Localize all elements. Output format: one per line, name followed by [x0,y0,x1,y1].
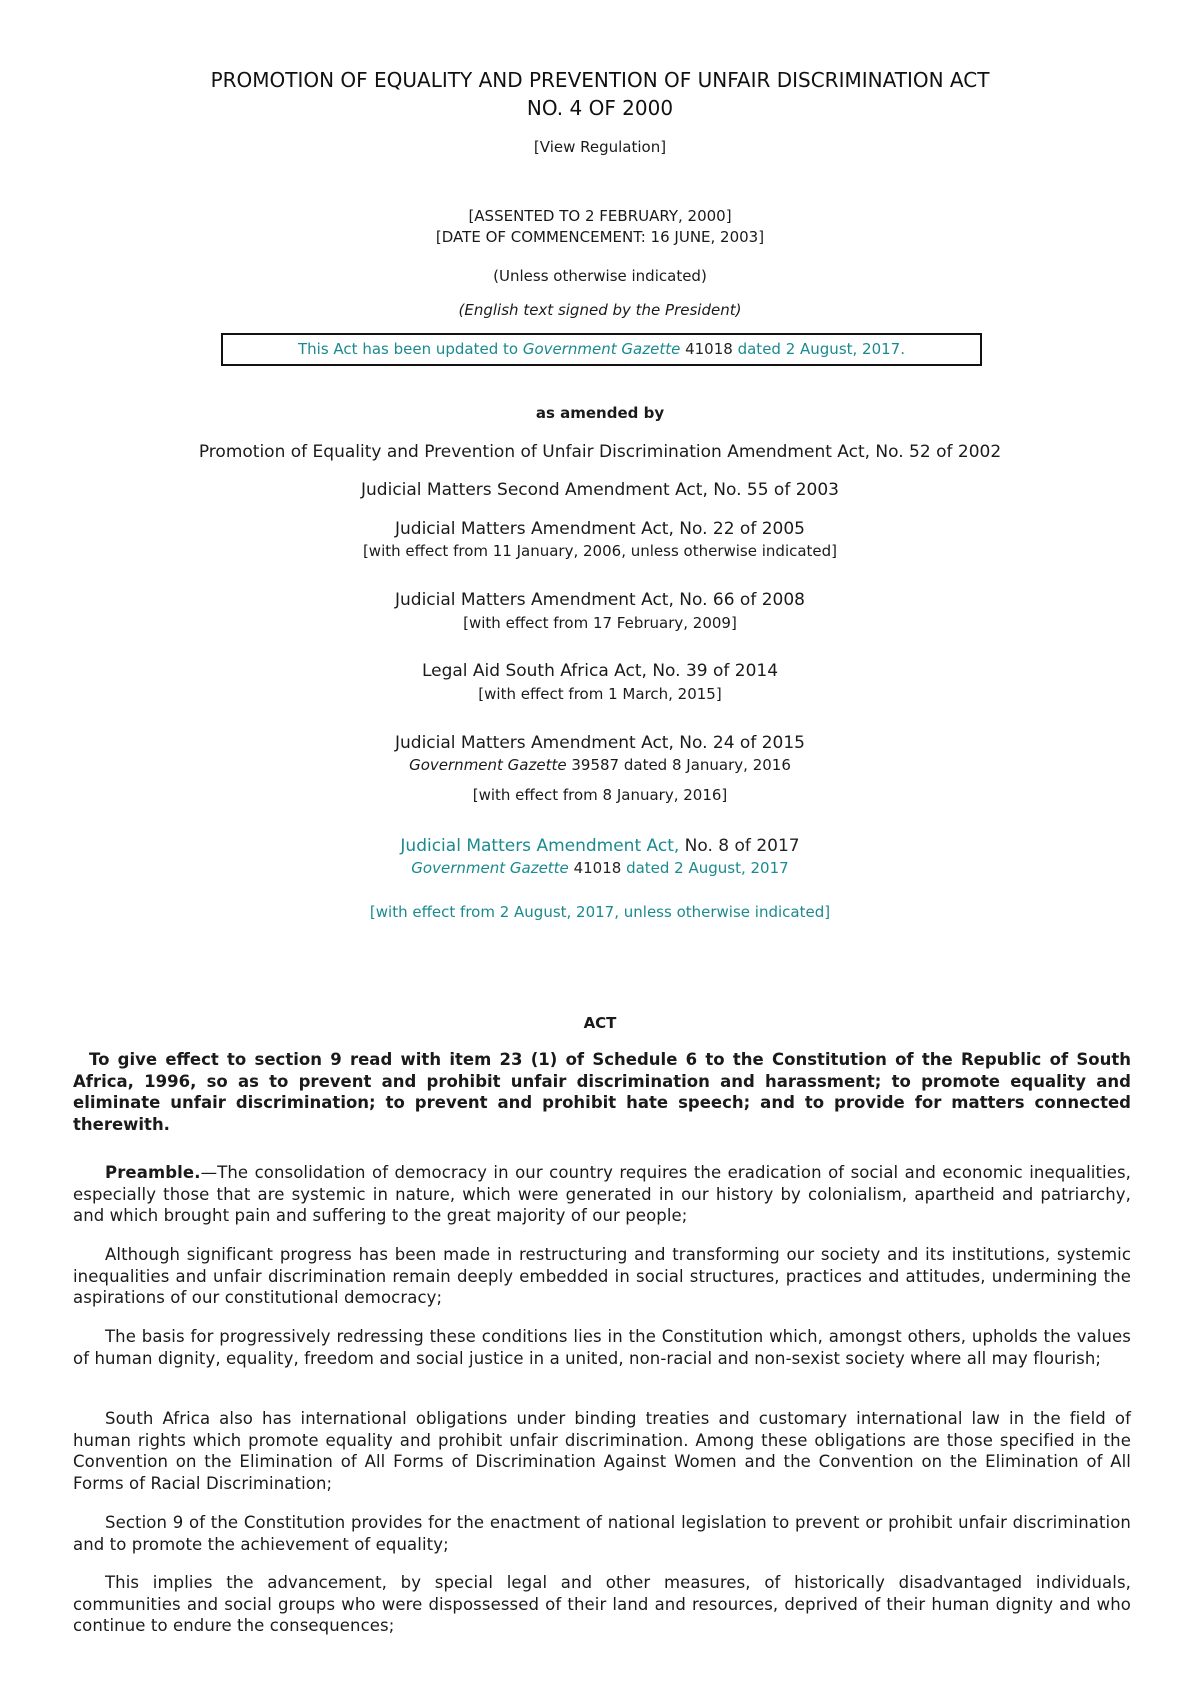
amendment-gazette-6 [60,756,1140,774]
act-title [60,66,1140,122]
preamble-paragraph-1 [73,1162,1131,1227]
act-title-line1: PROMOTION OF EQUALITY AND PREVENTION OF UNFAIR DISCRIMINATION ACT [210,68,990,92]
view-regulation-link[interactable]: [View Regulation] [533,138,667,156]
amendment-act-2: Judicial Matters Second Amendment Act, No. 55 of 2003 [361,480,839,500]
preamble-paragraph-5: Section 9 of the Constitution provides for the enactment of national legislation to prevent or prohibit unfair discrimination and to promote the achievement of equality; [73,1513,1131,1554]
act-title-line2: NO. 4 OF 2000 [526,96,674,120]
update-gazette: Government Gazette [522,340,681,358]
preamble-paragraph-6: This implies the advancement, by special legal and other measures, of historically disadvantaged individuals, communities and social groups who were dispossessed of their land and resources, deprived of their human dignity and who continue to endure the consequences; [73,1573,1131,1635]
amended-heading: as amended by [535,404,665,422]
amendment-act-1: Promotion of Equality and Prevention of Unfair Discrimination Amendment Act, No. 52 of 2002 [198,442,1002,462]
preamble-paragraph-4: South Africa also has international obligations under binding treaties and customary international law in the field of human rights which promote equality and prohibit unfair discrimination. Among these obligations are those specified in the Convention on the Elimination of All Forms of Discrimination Against Women and the Convention on the Elimination of All Forms of Racial Discrimination; [73,1409,1131,1493]
preamble-paragraph-2: Although significant progress has been made in restructuring and transforming our society and its institutions, systemic inequalities and unfair discrimination remain deeply embedded in social structures, practices and attitudes, undermining the aspirations of our constitutional democracy; [73,1245,1131,1307]
preamble-label: Preamble. [105,1163,201,1182]
commencement-date: [DATE OF COMMENCEMENT: 16 JUNE, 2003] [435,228,765,246]
amendment-act-7-link[interactable]: Judicial Matters Amendment Act, [400,836,680,856]
update-number: 41018 [680,340,733,358]
amendment-gazette-7 [60,859,1140,877]
preamble-text-1: The consolidation of democracy in our country requires the eradication of social and economic inequalities, especially those that are systemic in nature, which were generated in our history by colonialism, apartheid and patriarchy, and which brought pain and suffering to the great majority of our people; [73,1163,1131,1225]
amendment-act-5: Legal Aid South Africa Act, No. 39 of 2014 [421,661,779,681]
amendment-gazette-6-name: Government Gazette [409,756,567,774]
update-notice-box [221,333,982,366]
amendment-gazette-7-name: Government Gazette [411,859,569,877]
unless-indicated: (Unless otherwise indicated) [493,267,707,285]
english-text-note: (English text signed by the President) [458,301,742,319]
amendment-note-4: [with effect from 17 February, 2009] [463,614,737,632]
amendment-gazette-6-rest: 39587 dated 8 January, 2016 [566,756,791,774]
preamble-paragraph-3: The basis for progressively redressing these conditions lies in the Constitution which, amongst others, upholds the values of human dignity, equality, freedom and social justice in a united, non-racial and non-sexist society where all may flourish; [73,1327,1131,1368]
amendment-note-5: [with effect from 1 March, 2015] [478,685,722,703]
amendment-note-7: [with effect from 2 August, 2017, unless otherwise indicated] [369,903,831,921]
amendment-gazette-7-rest: dated 2 August, 2017 [621,859,789,877]
preamble-dash: — [200,1163,218,1182]
act-heading: ACT [583,1014,617,1032]
amendment-act-7-rest: No. 8 of 2017 [679,836,800,856]
amendment-act-7 [60,836,1140,856]
update-prefix: This Act has been updated to [298,340,523,358]
amendment-act-4: Judicial Matters Amendment Act, No. 66 of 2008 [395,590,805,610]
act-long-title: To give effect to section 9 read with item 23 (1) of Schedule 6 to the Constitution of the Republic of South Africa, 1996, so as to prevent and prohibit unfair discrimination and harassment; to promote equality and eliminate unfair discrimination; to prevent and prohibit hate speech; and to provide for matters connected therewith. [73,1050,1131,1134]
amendment-act-3: Judicial Matters Amendment Act, No. 22 of 2005 [395,519,805,539]
amendment-note-3: [with effect from 11 January, 2006, unless otherwise indicated] [362,542,838,560]
update-suffix: dated 2 August, 2017. [732,340,905,358]
amendment-note-6: [with effect from 8 January, 2016] [472,786,728,804]
assented-date: [ASSENTED TO 2 FEBRUARY, 2000] [468,207,732,225]
amendment-gazette-7-num: 41018 [568,859,622,877]
amendment-act-6: Judicial Matters Amendment Act, No. 24 of 2015 [395,733,805,753]
